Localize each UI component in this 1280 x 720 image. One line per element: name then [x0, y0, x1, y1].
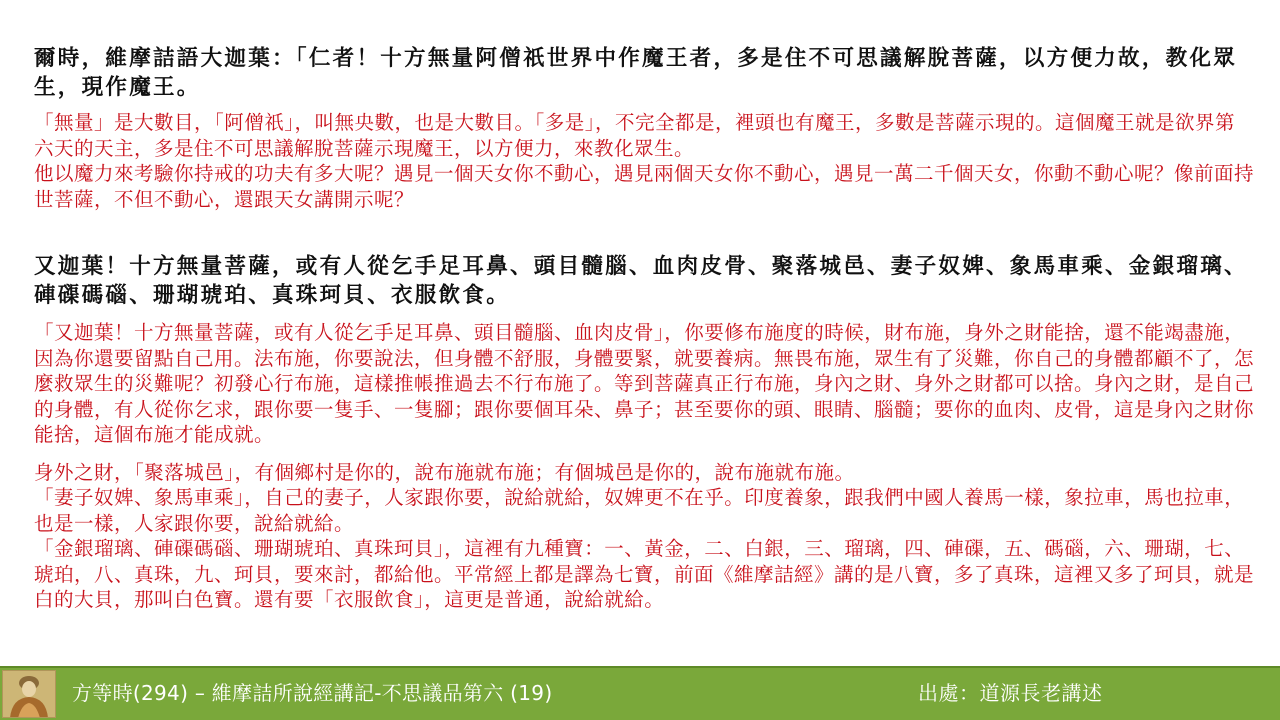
commentary-paragraph: 身外之財，「聚落城邑」，有個鄉村是你的，說布施就布施；有個城邑是你的，說布施就布施。 [34, 460, 855, 484]
lecture-content [34, 44, 1254, 613]
footer-source: 出處：道源長老講述 [918, 681, 1103, 705]
commentary-paragraph: 他以魔力來考驗你持戒的功夫有多大呢？遇見一個天女你不動心，遇見兩個天女你不動心，遇見一萬二千個天女，你動不動心呢？像前面持世菩薩，不但不動心，還跟天女講開示呢？ [34, 162, 1255, 211]
commentary-paragraph: 「金銀瑠璃、硨磲碼碯、珊瑚琥珀、真珠珂貝」，這裡有九種寶：一、黃金，二、白銀，三、瑠璃，四、硨磲，五、碼碯，六、珊瑚，七、琥珀，八、真珠，九、珂貝，要來討，都給他。平常經上都是譯為七寶，前面《維摩詰經》講的是八寶，多了真珠，這裡又多了珂貝，就是白的大貝，那叫白色寶。還有要「衣服飲食」，這更是普通，說給就給。 [34, 537, 1255, 611]
buddha-portrait-icon [2, 670, 56, 718]
commentary-paragraph: 「無量」是大數目，「阿僧祇」，叫無央數，也是大數目。「多是」，不完全都是，裡頭也有魔王，多數是菩薩示現的。這個魔王就是欲界第六天的天主，多是住不可思議解脫菩薩示現魔王，以方便力，來教化眾生。 [34, 111, 1236, 160]
commentary-block-1 [34, 110, 1254, 212]
footer-title: 方等時(294) – 維摩詰所說經講記-不思議品第六 (19) [72, 681, 553, 705]
commentary-paragraph: 「又迦葉！十方無量菩薩，或有人從乞手足耳鼻、頭目髓腦、血肉皮骨」，你要修布施度的時候，財布施，身外之財能捨，還不能竭盡施，因為你還要留點自己用。法布施，你要說法，但身體不舒服，身體要緊，就要養病。無畏布施，眾生有了災難，你自己的身體都顧不了，怎麼救眾生的災難呢？初發心行布施，這樣推帳推過去不行布施了。等到菩薩真正行布施，身內之財、身外之財都可以捨。身內之財，是自己的身體，有人從你乞求，跟你要一隻手、一隻腳；跟你要個耳朵、鼻子；甚至要你的頭、眼睛、腦髓；要你的血肉、皮骨，這是身內之財你能捨，這個布施才能成就。 [34, 321, 1255, 446]
footer-bar [0, 666, 1280, 720]
commentary-paragraph: 「妻子奴婢、象馬車乘」，自己的妻子，人家跟你要，說給就給，奴婢更不在乎。印度養象，跟我們中國人養馬一樣，象拉車，馬也拉車，也是一樣，人家跟你要，說給就給。 [34, 486, 1245, 535]
commentary-block-3 [34, 460, 1254, 613]
sutra-passage-1: 爾時，維摩詰語大迦葉：「仁者！十方無量阿僧祇世界中作魔王者，多是住不可思議解脫菩薩，以方便力故，教化眾生，現作魔王。 [34, 46, 1238, 100]
commentary-block-2 [34, 320, 1254, 448]
sutra-passage-2: 又迦葉！十方無量菩薩，或有人從乞手足耳鼻、頭目髓腦、血肉皮骨、聚落城邑、妻子奴婢、象馬車乘、金銀瑠璃、硨磲碼碯、珊瑚琥珀、真珠珂貝、衣服飲食。 [34, 254, 1248, 308]
